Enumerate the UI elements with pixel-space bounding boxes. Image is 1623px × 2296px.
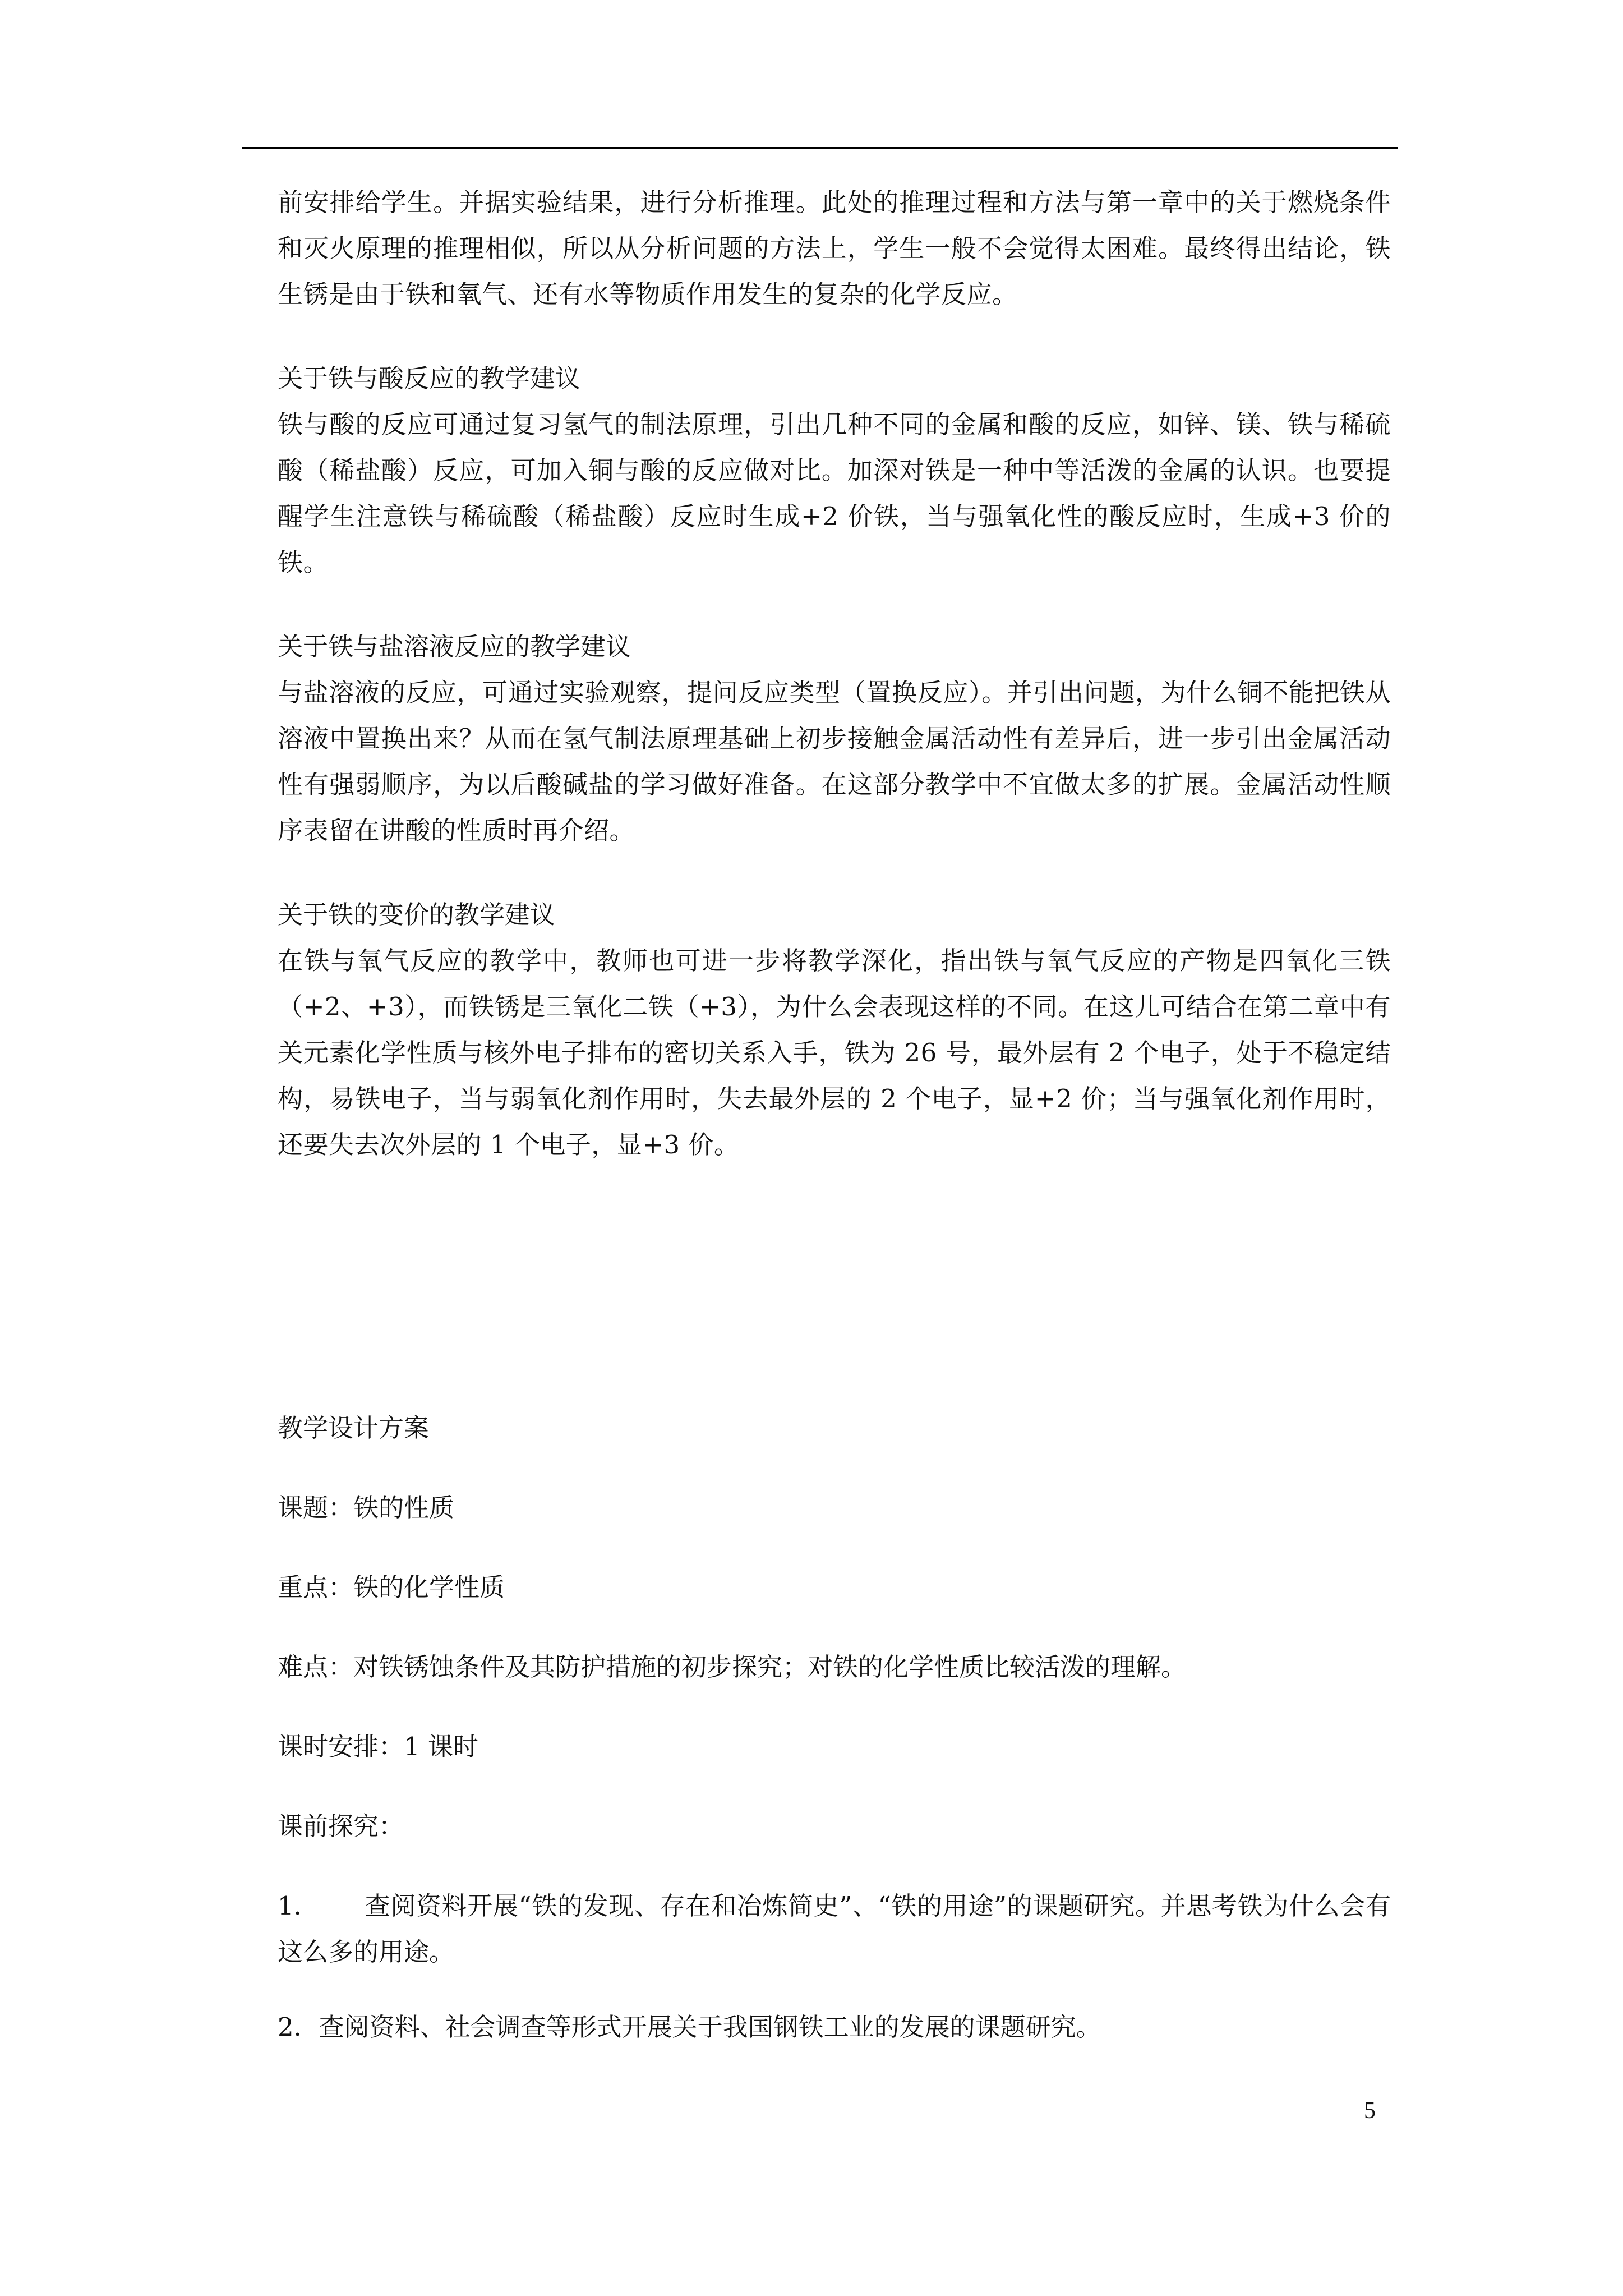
list-item (278, 1883, 1391, 1975)
design-pre-study: 课前探究： (278, 1811, 404, 1841)
section-body: 在铁与氧气反应的教学中，教师也可进一步将教学深化，指出铁与氧气反应的产物是四氧化三铁（+2、+3），而铁锈是三氧化二铁（+3），为什么会表现这样的不同。在这儿可结合在第二章中有关元素化学性质与核外电子排布的密切关系入手，铁为 26 号，最外层有 2 个电子，处于不稳定结构，易铁电子，当与弱氧化剂作用时，失去最外层的 2 个电子，显+2 价；当与强氧化剂作用时，还要失去次外层的 1 个电子，显+3 价。 (278, 946, 1391, 1159)
list-item-number: 1． (278, 1891, 319, 1921)
document-body (278, 180, 1391, 1168)
list-item-text: 查阅资料开展“铁的发现、存在和冶炼简史”、“铁的用途”的课题研究。并思考铁为什么会有这么多的用途。 (278, 1891, 1391, 1967)
intro-paragraph: 前安排给学生。并据实验结果，进行分析推理。此处的推理过程和方法与第一章中的关于燃烧条件和灭火原理的推理相似，所以从分析问题的方法上，学生一般不会觉得太困难。最终得出结论，铁生锈是由于铁和氧气、还有水等物质作用发生的复杂的化学反应。 (278, 187, 1391, 309)
list-item-number: 2． (278, 2012, 319, 2042)
design-schedule: 课时安排：1 课时 (278, 1732, 478, 1761)
section-title: 关于铁与盐溶液反应的教学建议 (278, 632, 631, 661)
page-number: 5 (1364, 2098, 1376, 2124)
section-title: 关于铁与酸反应的教学建议 (278, 364, 581, 393)
section-body: 铁与酸的反应可通过复习氢气的制法原理，引出几种不同的金属和酸的反应，如锌、镁、铁与稀硫酸（稀盐酸）反应，可加入铜与酸的反应做对比。加深对铁是一种中等活泼的金属的认识。也要提醒学生注意铁与稀硫酸（稀盐酸）反应时生成+2 价铁，当与强氧化性的酸反应时，生成+3 价的铁。 (278, 409, 1391, 577)
section-title: 关于铁的变价的教学建议 (278, 900, 556, 930)
design-focus: 重点：铁的化学性质 (278, 1572, 505, 1602)
section-acid (278, 356, 1391, 586)
section-valence (278, 892, 1391, 1168)
list-item-text: 查阅资料、社会调查等形式开展关于我国钢铁工业的发展的课题研究。 (319, 2012, 1101, 2042)
design-heading: 教学设计方案 (278, 1413, 430, 1443)
header-rule (242, 147, 1398, 149)
design-topic: 课题：铁的性质 (278, 1493, 455, 1522)
list-item (278, 2004, 1391, 2050)
teaching-design (278, 1405, 1391, 2084)
section-salt-solution (278, 624, 1391, 854)
design-difficulty: 难点：对铁锈蚀条件及其防护措施的初步探究；对铁的化学性质比较活泼的理解。 (278, 1652, 1187, 1682)
section-body: 与盐溶液的反应，可通过实验观察，提问反应类型（置换反应）。并引出问题，为什么铜不能把铁从溶液中置换出来？从而在氢气制法原理基础上初步接触金属活动性有差异后，进一步引出金属活动性有强弱顺序，为以后酸碱盐的学习做好准备。在这部分教学中不宜做太多的扩展。金属活动性顺序表留在讲酸的性质时再介绍。 (278, 678, 1391, 845)
